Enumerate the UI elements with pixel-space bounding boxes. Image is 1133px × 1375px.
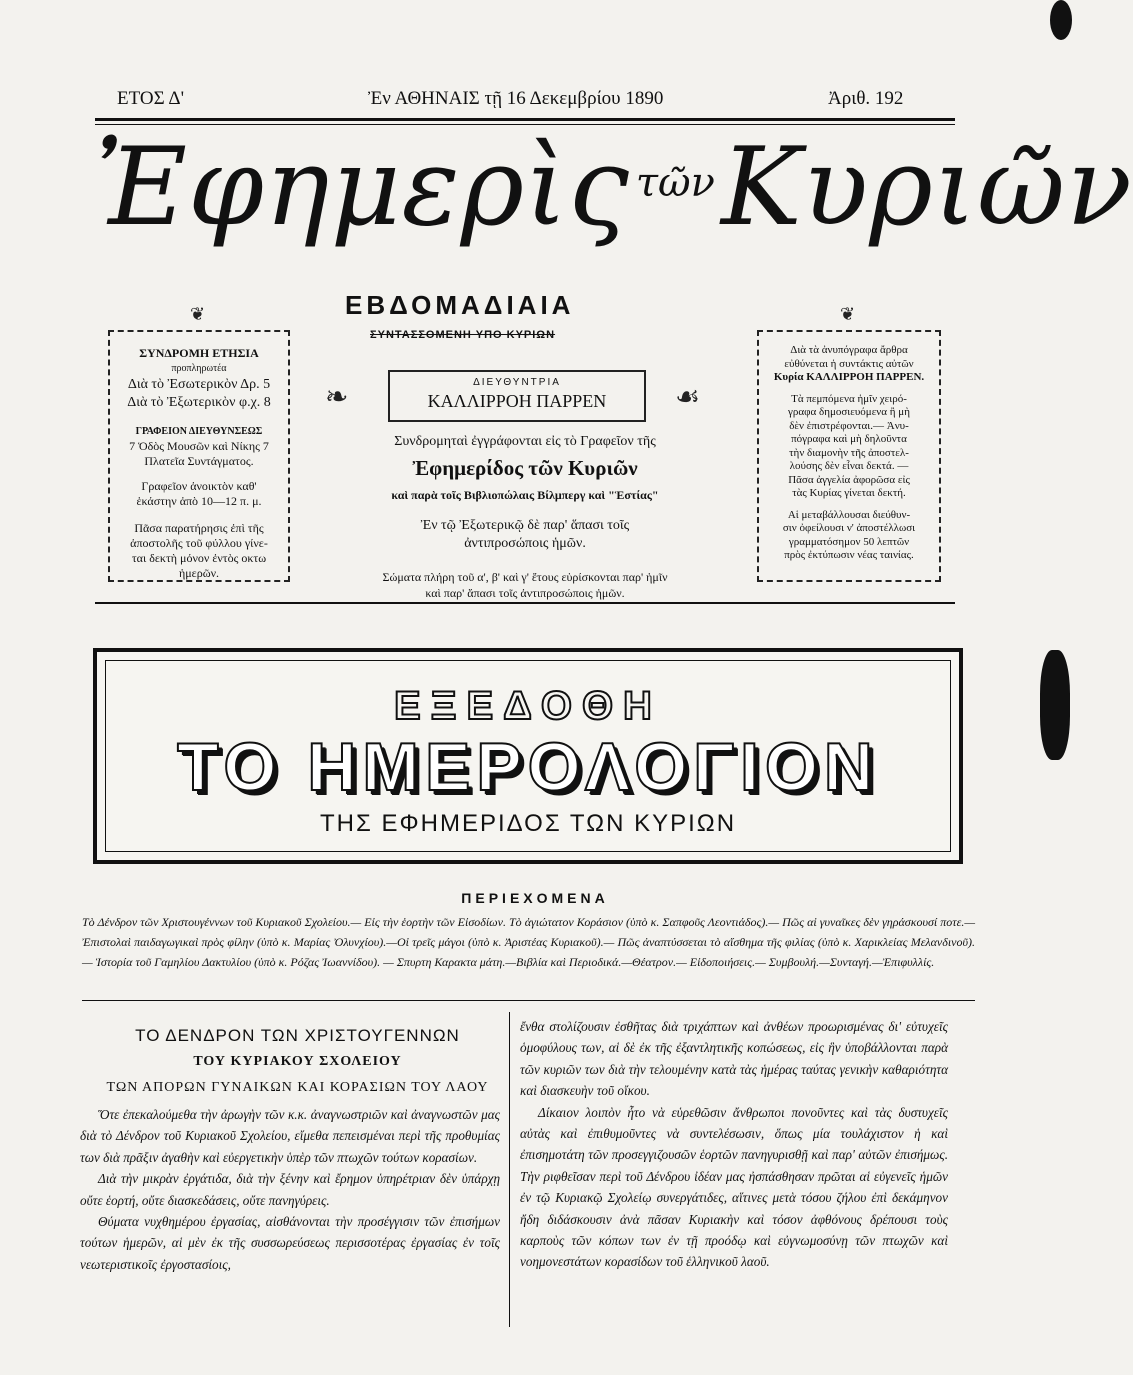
volumes-line-2: καὶ παρ' ἅπασι τοῖς ἀντιπροσώποις ἡμῶν. — [425, 586, 625, 600]
header-rule-thick — [95, 118, 955, 121]
calendar-announcement — [93, 648, 963, 864]
column-divider — [509, 1012, 510, 1327]
office-title: ΓΡΑΦΕΙΟΝ ΔΙΕΥΘΥΝΣΕΩΣ — [135, 426, 263, 437]
right-line-3: Κυρία ΚΑΛΛΙΡΡΟΗ ΠΑΡΡΕΝ. — [773, 371, 925, 383]
right-line-13: σιν ὀφείλουσι ν' ἀποστέλλωσι — [782, 522, 916, 534]
weekly-sub-label: ΣΥΝΤΑΣΣΟΜΕΝΗ ΥΠΟ ΚΥΡΙΩΝ — [370, 329, 556, 341]
subscribers-line: Συνδρομηταὶ ἐγγράφονται εἰς τὸ Γραφεῖον τῆς — [394, 434, 656, 449]
right-line-2: εὐθύνεται ἡ συντάκτις αὐτῶν — [784, 357, 914, 370]
right-line-10: Πᾶσα ἀγγελία ἀφορῶσα εἰς — [788, 473, 910, 486]
volumes-line-1: Σώματα πλήρη τοῦ α', β' καὶ γ' ἔτους εὑρίσκονται παρ' ἡμῖν — [382, 570, 668, 584]
note-line-2: ἀποστολῆς τοῦ φύλλου γίνε- — [130, 536, 268, 550]
paper-name: Ἐφημερίδος τῶν Κυριῶν — [412, 456, 638, 480]
issue-number: Ἀριθ. 192 — [828, 88, 904, 109]
article-left-column — [80, 1104, 500, 1275]
left-paragraph-2: Διὰ τὴν μικρὰν ἐργάτιδα, διὰ τὴν ξένην καὶ ἔρημον ὑπηρέτριαν δὲν ὑπάρχῃ οὔτε ἑορτή, οὔτε διασκεδάσεις, οὔτε πανηγύρεις. — [80, 1171, 500, 1208]
right-line-4: Τὰ πεμπόμενα ἡμῖν χειρό- — [791, 392, 907, 405]
article-subtitle: ΤΟΥ ΚΥΡΙΑΚΟΥ ΣΧΟΛΕΙΟΥ — [193, 1054, 402, 1069]
abroad-line-1: Ἐν τῷ Ἐξωτερικῷ δὲ παρ' ἅπασι τοῖς — [420, 518, 630, 533]
flourish-right-icon: ☙ — [675, 380, 701, 413]
article-title: ΤΟ ΔΕΝΔΡΟΝ ΤΩΝ ΧΡΙΣΤΟΥΓΕΝΝΩΝ — [135, 1026, 460, 1045]
subscription-box — [108, 330, 290, 582]
ribbon-ornament-left: ❦ — [190, 304, 206, 325]
right-line-14: γραμματόσημον 50 λεπτῶν — [788, 535, 910, 548]
booksellers-line: καὶ παρὰ τοῖς Βιβλιοπώλαις Βίλμπεργ καὶ "Ἑστίας" — [391, 488, 659, 502]
weekly-label: ΕΒΔΟΜΑΔΙΑΙΑ — [345, 290, 575, 320]
contents-rule — [82, 1000, 975, 1001]
announcement-calendar-title: ΤΟ ΗΜΕΡΟΛΟΓΙΟΝ — [177, 729, 879, 805]
editor-name: ΚΑΛΛΙΡΡΟΗ ΠΑΡΡΕΝ — [427, 391, 607, 411]
right-line-5: γραφα δημοσιευόμενα ἢ μὴ — [788, 406, 910, 418]
right-line-7: πόγραφα καὶ μὴ δηλοῦντα — [791, 433, 907, 445]
right-line-9: λούσης δὲν εἶναι δεκτά. — — [789, 460, 909, 472]
right-line-12: Αἱ μεταβάλλουσαι διεύθυν- — [787, 508, 911, 521]
year-label: ΕΤΟΣ Δ' — [117, 88, 184, 109]
note-line-1: Πᾶσα παρατήρησις ἐπὶ τῆς — [134, 521, 264, 535]
office-address-2: Πλατεῖα Συντάγματος. — [144, 454, 254, 468]
contents-text: Τὸ Δένδρον τῶν Χριστουγέννων τοῦ Κυριακοῦ Σχολείου.— Εἰς τὴν ἑορτὴν τῶν Εἰσοδίων. Τὸ ἁγιώτατον Κοράσιον (ὑπὸ κ. Σαπφοῦς Λεοντιάδος).— Πῶς αἱ γυναῖκες δὲν γηράσκουσί ποτε.— Ἐπιστολαὶ παιδαγωγικαὶ πρὸς φίλην (ὑπὸ κ. Μαρίας Ὀλυνχίου).—Οἱ τρεῖς μάγοι (ὑπὸ κ. Ἀριστέας Κυριακοῦ).— Πῶς ἀναπτύσσεται τὸ αἴσθημα τῆς φιλίας (ὑπὸ κ. Χαρικλείας Μελανδινοῦ). — Ἱστορία τοῦ Γαμηλίου Δακτυλίου (ὑπὸ κ. Ρόζας Ἰωαννίδου). — Σπυρτη Καρακτα μάτη.—Βιβλία καὶ Περιοδικά.—Θέατρον.— Εἰδοποιήσεις.— Συμβουλή.—Συνταγή.—Ἐπιφυλλίς. — [82, 915, 975, 969]
editor-title: ΔΙΕΥΘΥΝΤΡΙΑ — [473, 377, 561, 388]
right-line-1: Διὰ τὰ ἀνυπόγραφα ἄρθρα — [790, 344, 908, 356]
subscription-foreign: Διὰ τὸ Ἐξωτερικὸν φ.χ. 8 — [127, 395, 271, 410]
masthead-word-kyrion: Κυριῶν — [720, 125, 1133, 250]
article-subheading: ΤΩΝ ΑΠΟΡΩΝ ΓΥΝΑΙΚΩΝ ΚΑΙ ΚΟΡΑΣΙΩΝ ΤΟΥ ΛΑΟΥ — [106, 1080, 489, 1095]
scan-stain-right-edge — [1040, 650, 1070, 760]
right-line-15: πρὸς ἐκτύπωσιν νέας ταινίας. — [784, 549, 914, 561]
masthead — [95, 125, 1133, 268]
right-line-6: δὲν ἐπιστρέφονται.— Ἀνυ- — [789, 419, 909, 432]
masthead-word-efimeris: Ἐφημερὶς — [95, 125, 630, 250]
left-paragraph-3: Θύματα νυχθημέρου ἐργασίας, αἰσθάνονται τὴν προσέγγισιν τῶν ἐπισήμων τούτων ἡμερῶν, αἱ μὲν ἐκ τῆς συσσωρεύσεως περισσοτέρας ἐργασίας ἐν τοῖς νεωτεριστικοῖς ἐργοστασίοις, — [80, 1214, 500, 1272]
ornament-rule — [95, 602, 955, 604]
editor-box — [388, 370, 646, 422]
dateline: Ἐν ΑΘΗΝΑΙΣ τῇ 16 Δεκεμβρίου 1890 — [368, 88, 664, 109]
ribbon-ornament-right: ❦ — [840, 304, 856, 325]
left-paragraph-1: Ὅτε ἐπεκαλούμεθα τὴν ἀρωγὴν τῶν κ.κ. ἀναγνωστριῶν καὶ ἀναγνωστῶν μας διὰ τὸ Δένδρον τοῦ Κυριακοῦ Σχολείου, εἴμεθα πεπεισμέναι περὶ τῆς προθυμίας των διὰ πρᾶξιν ἀγαθὴν καὶ εὐεργετικὴν ὑπὲρ τῶν πτωχῶν τούτων κορασίων. — [80, 1107, 500, 1165]
right-paragraph-1: ἔνθα στολίζουσιν ἐσθῆτας διὰ τριχάπτων καὶ ἀνθέων προωρισμένας δι' εὐτυχεῖς ὁμοφύλους των, αἱ δὲ ἐκ τῆς ἐξαντλητικῆς κοπώσεως, εἰς ἣν ὑποβάλλονται παρὰ τῶν κυριῶν των διὰ τὴν τελουμένην κατὰ τὰς ἡμέρας ταύτας γενικὴν καθαριότητα καὶ διασκευὴν τοῦ οἴκου. — [520, 1019, 948, 1099]
article-right-column — [520, 1016, 948, 1273]
masthead-word-ton: τῶν — [635, 160, 715, 206]
subscription-domestic: Διὰ τὸ Ἐσωτερικὸν Δρ. 5 — [127, 377, 271, 392]
office-hours-1: Γραφεῖον ἀνοικτὸν καθ' — [141, 479, 257, 493]
note-line-3: ται δεκτὴ μόνον ἐντὸς οκτω — [131, 551, 267, 565]
contents-title: ΠΕΡΙΕΧΟΜΕΝΑ — [461, 890, 609, 906]
subscription-title: ΣΥΝΔΡΟΜΗ ΕΤΗΣΙΑ — [139, 346, 259, 360]
right-line-8: τὴν διαμονὴν τῆς ἀποστελ- — [789, 446, 909, 459]
editorial-notice-box — [757, 330, 941, 582]
right-line-11: τὰς Κυρίας γίνεται δεκτή. — [792, 487, 906, 499]
right-paragraph-2: Δίκαιον λοιπὸν ἦτο νὰ εὑρεθῶσιν ἄνθρωποι πονοῦντες καὶ τὰς δυστυχεῖς αὐτὰς καὶ ἐπιθυμοῦντες νὰ συντελέσωσιν, ὅπως μία τουλάχιστον ἡ καὶ ἐπισημοτάτη τῶν προσεγγιζουσῶν ἑορτῶν πανηγυρισθῇ καὶ παρ' αὐτῶν ἐπισήμως. Τὴν ριφθεῖσαν περὶ τοῦ Δένδρου ἰδέαν μας ἠσπάσθησαν πρῶται αἱ εὐγενεῖς ἡμῶν ἐν τῷ Κυριακῷ Σχολείῳ συνεργάτιδες, αἵτινες μετὰ τόσου ζήλου ἐπὶ δεκάμηνον ἤδη διδάσκουσιν ἀνὰ πᾶσαν Κυριακὴν καὶ τόσον ἀφθόνους δρέπουσι τοὺς καρποὺς τῶν κόπων των ἐν τῇ προόδῳ καὶ εὐγνωμοσύνῃ τῶν πτωχῶν καὶ νοημονεστάτων κορασίδων τοῦ ἑλληνικοῦ λαοῦ. — [520, 1104, 948, 1270]
note-line-4: ἡμερῶν. — [178, 566, 220, 580]
announcement-published: ΕΞΕΔΟΘΗ — [394, 684, 662, 728]
abroad-line-2: ἀντιπροσώποις ἡμῶν. — [464, 536, 586, 551]
subscription-subtitle: προπληρωτέα — [171, 363, 227, 374]
announcement-subtitle: ΤΗΣ ΕΦΗΜΕΡΙΔΟΣ ΤΩΝ ΚΥΡΙΩΝ — [319, 810, 737, 837]
office-address-1: 7 Ὁδὸς Μουσῶν καὶ Νίκης 7 — [129, 439, 269, 453]
office-hours-2: ἑκάστην ἀπὸ 10—12 π. μ. — [136, 494, 262, 508]
scan-stain-top-right — [1050, 0, 1072, 40]
flourish-left-icon: ❧ — [325, 380, 349, 413]
